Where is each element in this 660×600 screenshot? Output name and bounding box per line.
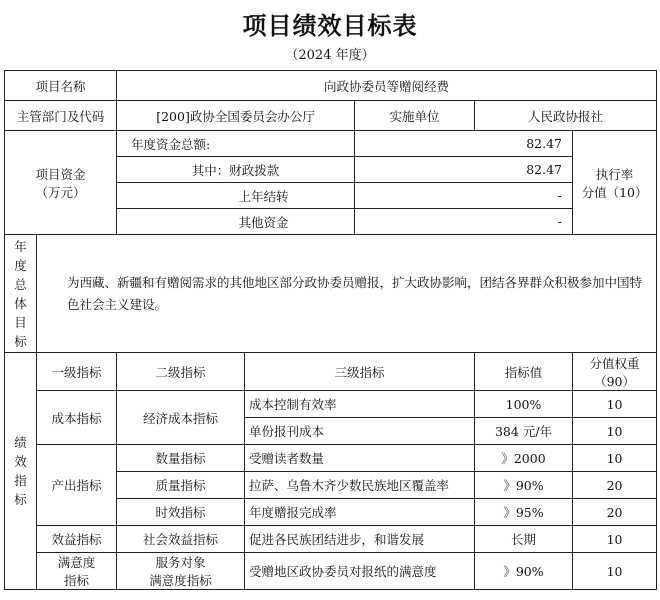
- cell-value: 》2000: [475, 445, 573, 472]
- funds-label-line2: （万元）: [35, 184, 86, 200]
- annual-goal-label: [5, 235, 37, 353]
- table-row: [5, 445, 657, 472]
- cell-level3: 促进各民族团结进步，和谐发展: [245, 526, 475, 553]
- header-weight-line1: 分值权重: [589, 355, 640, 371]
- cell-value: 384 元/年: [475, 418, 573, 445]
- cell-weight: 10: [573, 526, 657, 553]
- perf-label-char: 效: [14, 454, 27, 469]
- header-level2: 二级指标: [117, 353, 245, 391]
- perf-label-char: 指: [14, 473, 27, 488]
- cell-level3: 成本控制有效率: [245, 391, 475, 418]
- row-department: [5, 101, 657, 131]
- cell-value: 长期: [475, 526, 573, 553]
- project-name-value: 向政协委员等赠阅经费: [117, 71, 657, 101]
- cell-level3: 年度赠报完成率: [245, 499, 475, 526]
- table-row: [5, 553, 657, 590]
- cell-level2-line2: 满意度指标: [149, 573, 212, 588]
- cell-level2: 质量指标: [117, 472, 245, 499]
- goal-label-char: 体: [14, 295, 27, 311]
- cell-value: 》95%: [475, 499, 573, 526]
- cell-weight: 10: [573, 445, 657, 472]
- perf-label-char: 绩: [14, 435, 27, 450]
- cell-weight: 10: [573, 418, 657, 445]
- row-project-name: [5, 71, 657, 101]
- cell-weight: 10: [573, 553, 657, 590]
- cell-level2: 数量指标: [117, 445, 245, 472]
- header-value: 指标值: [475, 353, 573, 391]
- funds-fiscal-value: 82.47: [355, 157, 573, 183]
- row-funds-total: [5, 131, 657, 157]
- annual-goal-text: 为西藏、新疆和有赠阅需求的其他地区部分政协委员赠报，扩大政协影响，团结各界群众积极参加中国特色社会主义建设。: [37, 235, 657, 353]
- table-row: [5, 526, 657, 553]
- cell-value: 》90%: [475, 553, 573, 590]
- exec-rate-line2: 分值（10）: [581, 184, 648, 200]
- goal-label-char: 年: [14, 238, 27, 254]
- funds-label-line1: 项目资金: [35, 166, 86, 182]
- cell-level1: 成本指标: [37, 391, 117, 445]
- cell-level2: 社会效益指标: [117, 526, 245, 553]
- cell-level1: 效益指标: [37, 526, 117, 553]
- goal-label-char: 目: [14, 314, 27, 330]
- cell-level2: 时效指标: [117, 499, 245, 526]
- funds-other-value: -: [355, 209, 573, 235]
- funds-fiscal-label: 其中：财政拨款: [117, 157, 355, 183]
- row-perf-header: [5, 353, 657, 391]
- cell-value: 》90%: [475, 472, 573, 499]
- perf-indicators-label: [5, 353, 37, 590]
- cell-level1-line1: 满意度: [57, 555, 96, 570]
- project-name-label: 项目名称: [5, 71, 117, 101]
- cell-value: 100%: [475, 391, 573, 418]
- perf-label-char: 标: [14, 492, 27, 507]
- goal-label-char: 总: [14, 276, 27, 292]
- header-level3: 三级指标: [245, 353, 475, 391]
- funds-other-label: 其他资金: [117, 209, 355, 235]
- cell-level1: 产出指标: [37, 445, 117, 526]
- cell-level3: 受赠读者数量: [245, 445, 475, 472]
- goal-label-char: 度: [14, 257, 27, 273]
- cell-level1-line2: 指标: [64, 573, 90, 588]
- impl-label: 实施单位: [355, 101, 475, 131]
- cell-level3: 单份报刊成本: [245, 418, 475, 445]
- cell-weight: 20: [573, 472, 657, 499]
- dept-value: [200]政协全国委员会办公厅: [117, 101, 355, 131]
- cell-level3: 受赠地区政协委员对报纸的满意度: [245, 553, 475, 590]
- exec-rate-line1: 执行率: [595, 166, 634, 182]
- page-title: 项目绩效目标表: [242, 12, 418, 40]
- cell-weight: 20: [573, 499, 657, 526]
- funds-total-value: 82.47: [355, 131, 573, 157]
- year-subtitle: （2024 年度）: [285, 48, 375, 63]
- cell-level2: [117, 553, 245, 590]
- funds-total-label: 年度资金总额:: [117, 131, 355, 157]
- exec-rate-label: [573, 131, 657, 235]
- row-annual-goal: [5, 235, 657, 353]
- header-weight-line2: （90）: [594, 373, 635, 389]
- performance-table: [4, 70, 657, 590]
- cell-weight: 10: [573, 391, 657, 418]
- cell-level3: 拉萨、乌鲁木齐少数民族地区覆盖率: [245, 472, 475, 499]
- table-row: [5, 391, 657, 418]
- cell-level1: [37, 553, 117, 590]
- funds-carryover-value: -: [355, 183, 573, 209]
- cell-level2: 经济成本指标: [117, 391, 245, 445]
- dept-label: 主管部门及代码: [5, 101, 117, 131]
- funds-label: [5, 131, 117, 235]
- funds-carryover-label: 上年结转: [117, 183, 355, 209]
- header-level1: 一级指标: [37, 353, 117, 391]
- goal-label-char: 标: [14, 333, 27, 349]
- header-weight: [573, 353, 657, 391]
- impl-value: 人民政协报社: [475, 101, 657, 131]
- cell-level2-line1: 服务对象: [155, 555, 206, 570]
